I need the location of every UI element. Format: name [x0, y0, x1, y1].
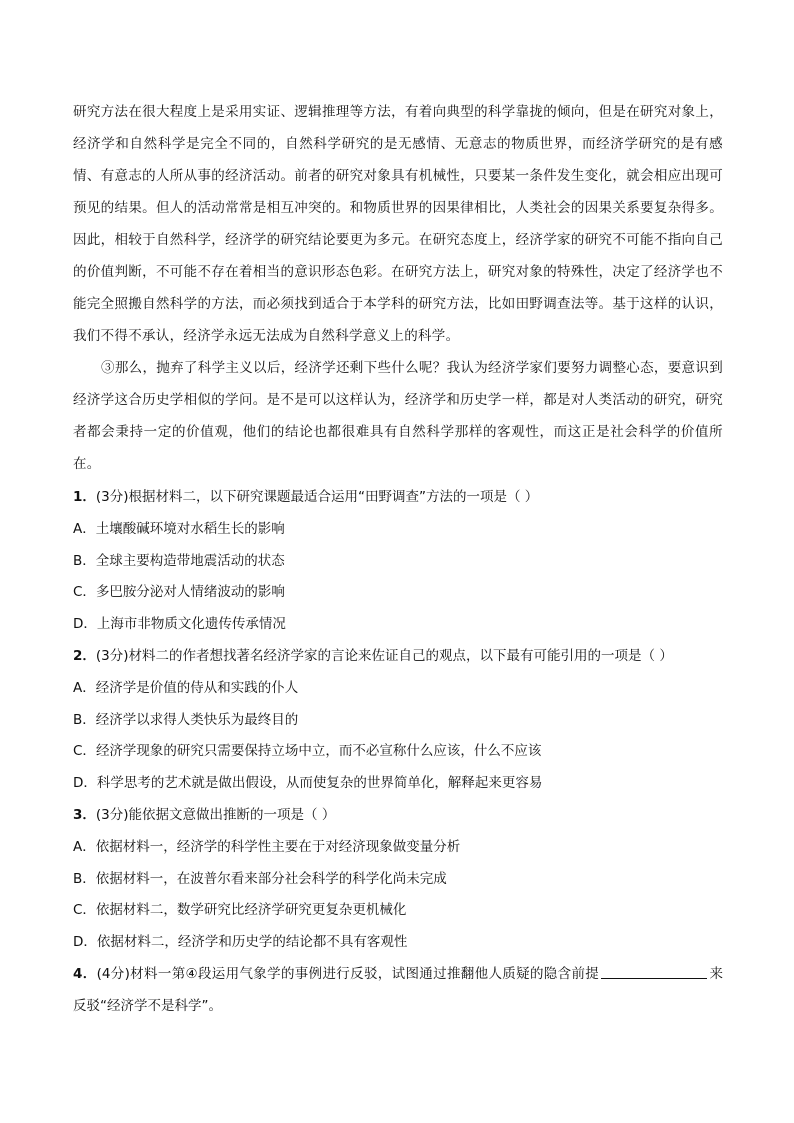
option-text: 依据材料一，经济学的科学性主要在于对经济现象做变量分析	[95, 838, 461, 855]
option-letter: C．	[73, 584, 96, 601]
option-d[interactable]	[73, 768, 723, 800]
question-number: 3．	[73, 806, 96, 823]
option-text: 多巴胺分泌对人情绪波动的影响	[95, 584, 285, 601]
option-b[interactable]	[73, 705, 723, 737]
question-stem	[73, 482, 723, 514]
question-2	[73, 641, 723, 800]
question-4	[73, 959, 723, 1023]
option-a[interactable]	[73, 514, 723, 546]
reading-passage	[73, 96, 723, 480]
question-stem	[73, 800, 723, 832]
option-letter: A．	[73, 679, 96, 696]
option-b[interactable]	[73, 864, 723, 896]
option-text: 全球主要构造带地震活动的状态	[95, 552, 285, 569]
option-letter: A．	[73, 520, 96, 537]
option-text: 依据材料一，在波普尔看来部分社会科学的科学化尚未完成	[95, 870, 447, 887]
option-letter: A．	[73, 838, 96, 855]
option-text: 依据材料二，经济学和历史学的结论都不具有客观性	[96, 934, 408, 951]
option-letter: D．	[73, 775, 97, 792]
question-list	[73, 482, 723, 1023]
exam-page	[73, 96, 723, 1023]
option-letter: D．	[73, 616, 97, 633]
option-letter: B．	[73, 711, 96, 728]
answer-blank[interactable]	[601, 964, 707, 979]
passage-paragraph-1: 研究方法在很大程度上是采用实证、逻辑推理等方法，有着向典型的科学靠拢的倾向，但是在研究对象上，经济学和自然科学是完全不同的，自然科学研究的是无感情、无意志的物质世界，而经济学研究的是有感情、有意志的人所从事的经济活动。前者的研究对象具有机械性，只要某一条件发生变化，就会相应出现可预见的结果。但人的活动常常是相互冲突的。和物质世界的因果律相比，人类社会的因果关系要复杂得多。因此，相较于自然科学，经济学的研究结论要更为多元。在研究态度上，经济学家的研究不可能不指向自己的价值判断，不可能不存在着相当的意识形态色彩。在研究方法上，研究对象的特殊性，决定了经济学也不能完全照搬自然科学的方法，而必须找到适合于本学科的研究方法，比如田野调查法等。基于这样的认识，我们不得不承认，经济学永远无法成为自然科学意义上的科学。	[73, 104, 723, 344]
option-a[interactable]	[73, 832, 723, 864]
option-text: 依据材料二，数学研究比经济学研究更复杂更机械化	[95, 902, 407, 919]
option-letter: C．	[73, 743, 96, 760]
option-d[interactable]	[73, 927, 723, 959]
passage-paragraph-2: ③那么，抛弃了科学主义以后，经济学还剩下些什么呢？我认为经济学家们要努力调整心态，要意识到经济学这合历史学相似的学问。是不是可以这样认为，经济学和历史学一样，都是对人类活动的研究，研究者都会秉持一定的价值观，他们的结论也都很难具有自然科学那样的客观性，而这正是社会科学的价值所在。	[73, 360, 723, 472]
option-a[interactable]	[73, 673, 723, 705]
question-text-after-blank: 来反驳“经济学不是科学”。	[73, 965, 723, 1014]
question-text-before-blank: (4分)材料一第④段运用气象学的事例进行反驳，试图通过推翻他人质疑的隐含前提	[96, 965, 600, 982]
question-text: (3分)根据材料二，以下研究课题最适合运用“田野调查”方法的一项是（ ）	[95, 489, 539, 505]
option-letter: D．	[73, 934, 97, 951]
option-letter: C．	[73, 902, 96, 919]
option-letter: B．	[73, 552, 96, 569]
option-text: 经济学现象的研究只需要保持立场中立，而不必宣称什么应该，什么不应该	[95, 743, 542, 760]
option-text: 科学思考的艺术就是做出假设，从而使复杂的世界简单化，解释起来更容易	[96, 775, 543, 792]
option-b[interactable]	[73, 546, 723, 578]
option-c[interactable]	[73, 736, 723, 768]
question-number: 1．	[73, 489, 96, 505]
option-text: 上海市非物质文化遗传传承情况	[96, 616, 286, 633]
question-text: (3分)材料二的作者想找著名经济学家的言论来佐证自己的观点，以下最有可能引用的一项是（ ）	[95, 647, 673, 664]
question-number: 4．	[73, 965, 97, 982]
option-d[interactable]	[73, 609, 723, 641]
option-text: 经济学是价值的侍从和实践的仆人	[95, 679, 299, 696]
question-stem	[73, 641, 723, 673]
question-3	[73, 800, 723, 959]
question-text: (3分)能依据文意做出推断的一项是（ ）	[95, 806, 336, 823]
question-1	[73, 482, 723, 641]
option-c[interactable]	[73, 895, 723, 927]
option-c[interactable]	[73, 577, 723, 609]
option-text: 经济学以求得人类快乐为最终目的	[95, 711, 299, 728]
question-number: 2．	[73, 647, 96, 664]
option-letter: B．	[73, 870, 96, 887]
option-text: 土壤酸碱环境对水稻生长的影响	[95, 520, 285, 537]
question-stem	[73, 959, 723, 1023]
